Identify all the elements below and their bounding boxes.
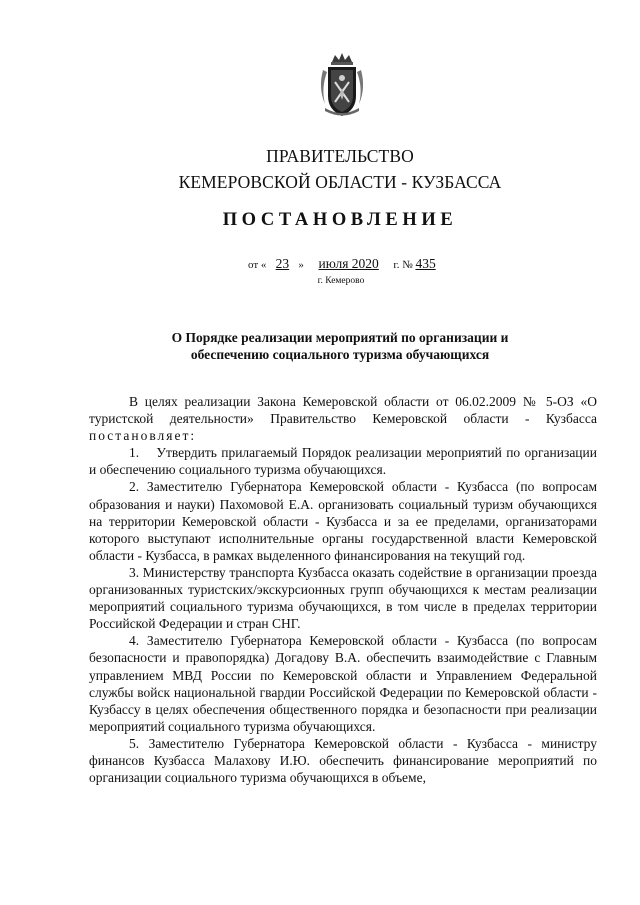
- document-number: 435: [415, 256, 436, 271]
- date-prefix: от «: [248, 259, 267, 271]
- number-sign: №: [402, 259, 413, 271]
- date-year-suffix: г.: [393, 259, 400, 271]
- document-body: [89, 393, 597, 786]
- date-quote-close: »: [298, 259, 304, 271]
- document-subject: [100, 329, 580, 363]
- date-day: 23: [275, 256, 290, 271]
- clause-4: 4. Заместителю Губернатора Кемеровской области - Кузбасса (по вопросам безопасности и правопорядка) Догадову В.А. обеспечить взаимодействие с Главным управлением МВД России по Кемеровской области и Управлением Федеральной службы войск национальной гвардии Российской Федерации по Кемеровской области - Кузбассу в целях обеспечения общественного порядка и безопасности при реализации мероприятий социального туризма обучающихся.: [89, 633, 597, 734]
- coat-of-arms-icon: [315, 52, 369, 120]
- date-month-year: июля 2020: [318, 256, 379, 271]
- resolves-word: постановляет:: [89, 428, 197, 444]
- region-name: КЕМЕРОВСКОЙ ОБЛАСТИ - КУЗБАССА: [178, 172, 502, 192]
- clause-3: 3. Министерству транспорта Кузбасса оказать содействие в организации проезда организованных туристских/экскурсионных групп обучающихся к местам реализации мероприятий социального туризма обучающихся, в том числе в пределах территории Российской Федерации и стран СНГ.: [89, 564, 597, 632]
- city-name: г. Кемерово: [317, 276, 365, 286]
- clause-2: 2. Заместителю Губернатора Кемеровской области - Кузбасса (по вопросам образования и науки) Пахомовой Е.А. организовать социальный туризм обучающихся на территории Кемеровской области - Кузбасса и за ее пределами, организаторами которого выступают исполнительные органы государственной власти Кемеровской области - Кузбасса, в рамках выделенного финансирования на текущий год.: [89, 479, 597, 563]
- government-name: ПРАВИТЕЛЬСТВО: [266, 146, 414, 166]
- subject-line-1: О Порядке реализации мероприятий по организации и: [171, 330, 509, 345]
- preamble-paragraph: [89, 393, 597, 444]
- document-type-title: ПОСТАНОВЛЕНИЕ: [222, 210, 458, 230]
- clause-5: 5. Заместителю Губернатора Кемеровской области - Кузбасса - министру финансов Кузбасса Малахову И.Ю. обеспечить финансирование мероприятий по организации социального туризма обучающихся в объеме,: [89, 735, 597, 786]
- subject-line-2: обеспечению социального туризма обучающихся: [190, 347, 490, 362]
- clause-1: 1. Утвердить прилагаемый Порядок реализации мероприятий по организации и обеспечению социального туризма обучающихся.: [89, 445, 597, 478]
- preamble-text: В целях реализации Закона Кемеровской области от 06.02.2009 № 5-ОЗ «О туристской деятельности» Правительство Кемеровской области - Кузбасса: [89, 394, 597, 427]
- date-line: [248, 256, 437, 272]
